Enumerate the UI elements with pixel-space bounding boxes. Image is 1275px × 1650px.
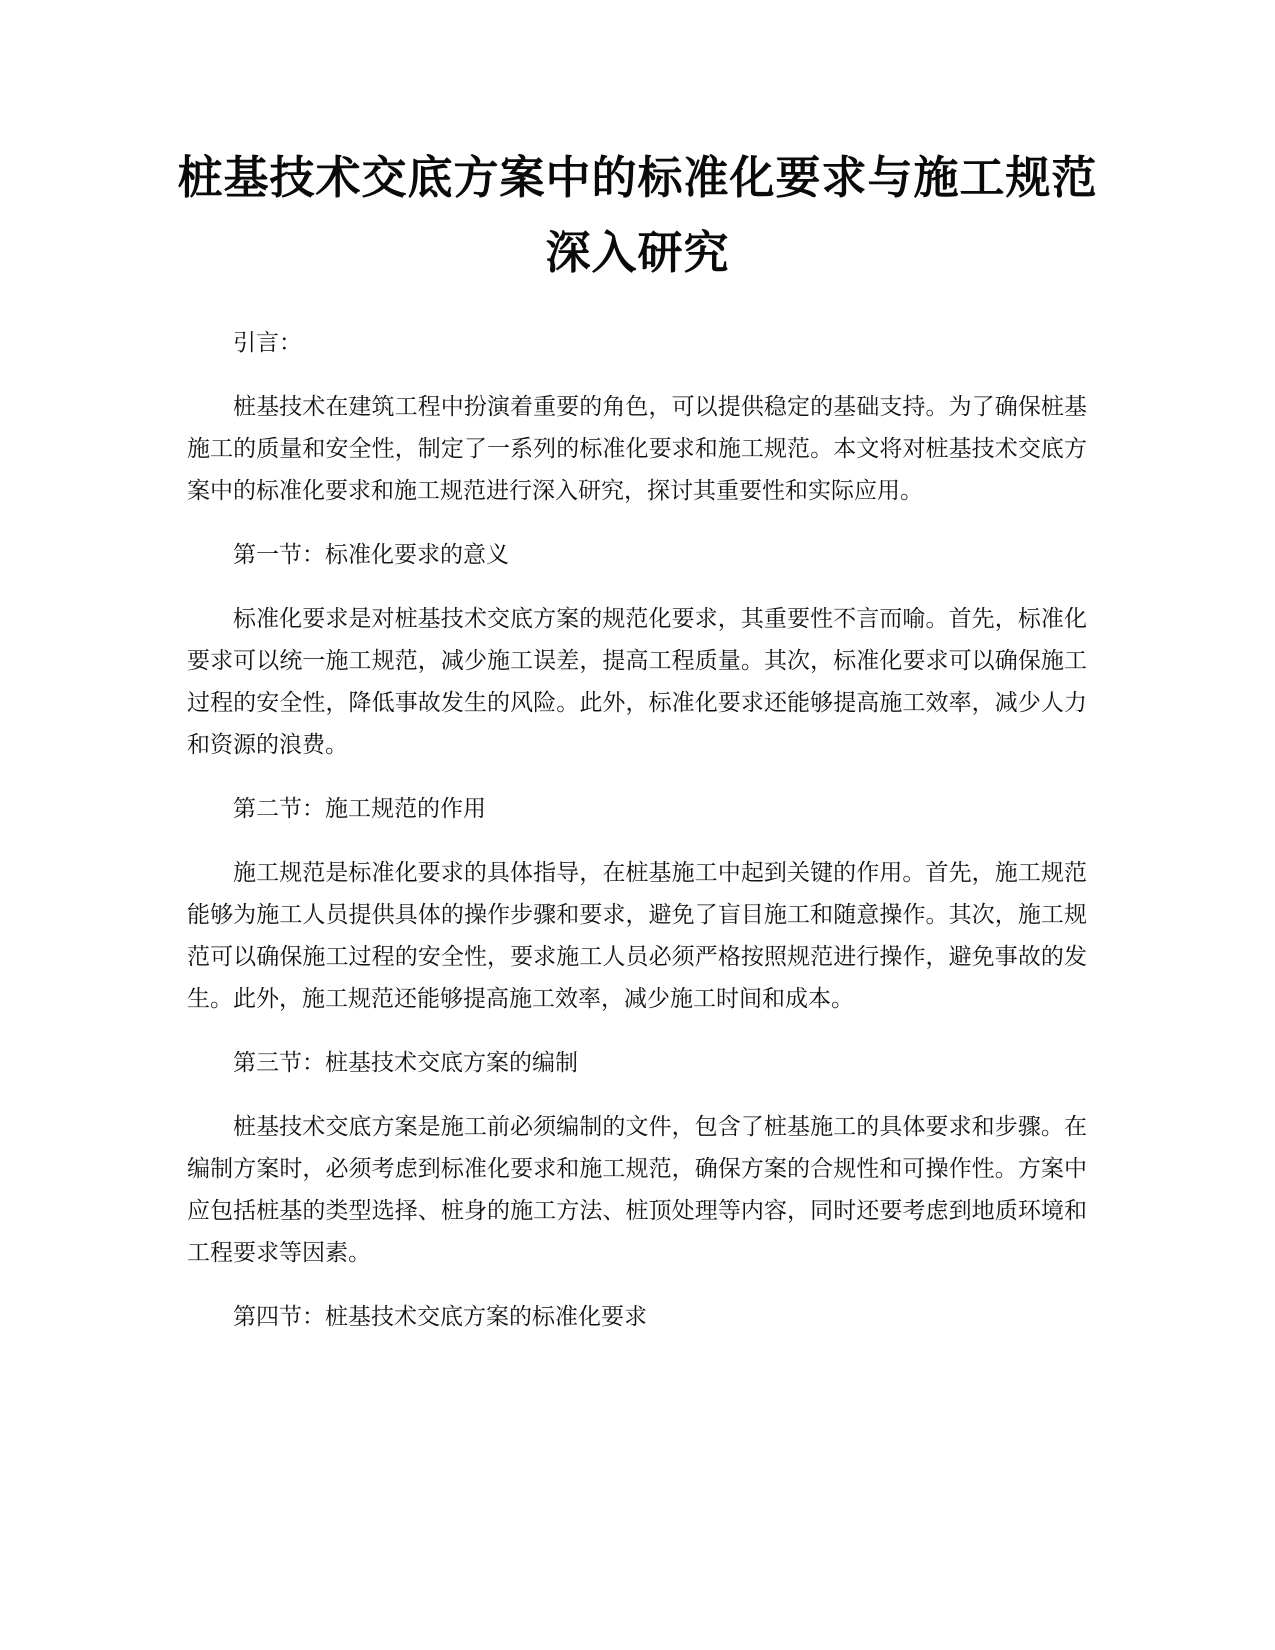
document-body [187,322,1087,1338]
section-3-heading: 第三节：桩基技术交底方案的编制 [233,1050,578,1076]
section-1-paragraph: 标准化要求是对桩基技术交底方案的规范化要求，其重要性不言而喻。首先，标准化要求可以统一施工规范，减少施工误差，提高工程质量。其次，标准化要求可以确保施工过程的安全性，降低事故发生的风险。此外，标准化要求还能够提高施工效率，减少人力和资源的浪费。 [187,606,1087,758]
section-4-heading: 第四节：桩基技术交底方案的标准化要求 [233,1304,647,1330]
section-2-heading: 第二节：施工规范的作用 [233,796,486,822]
section-2-paragraph: 施工规范是标准化要求的具体指导，在桩基施工中起到关键的作用。首先，施工规范能够为施工人员提供具体的操作步骤和要求，避免了盲目施工和随意操作。其次，施工规范可以确保施工过程的安全性，要求施工人员必须严格按照规范进行操作，避免事故的发生。此外，施工规范还能够提高施工效率，减少施工时间和成本。 [187,860,1087,1012]
intro-paragraph: 桩基技术在建筑工程中扮演着重要的角色，可以提供稳定的基础支持。为了确保桩基施工的质量和安全性，制定了一系列的标准化要求和施工规范。本文将对桩基技术交底方案中的标准化要求和施工规范进行深入研究，探讨其重要性和实际应用。 [187,394,1087,504]
section-3-paragraph: 桩基技术交底方案是施工前必须编制的文件，包含了桩基施工的具体要求和步骤。在编制方案时，必须考虑到标准化要求和施工规范，确保方案的合规性和可操作性。方案中应包括桩基的类型选择、桩身的施工方法、桩顶处理等内容，同时还要考虑到地质环境和工程要求等因素。 [187,1114,1087,1266]
section-1-heading: 第一节：标准化要求的意义 [233,542,509,568]
intro-heading: 引言： [233,330,302,356]
document-title: 桩基技术交底方案中的标准化要求与施工规范深入研究 [177,151,1098,279]
